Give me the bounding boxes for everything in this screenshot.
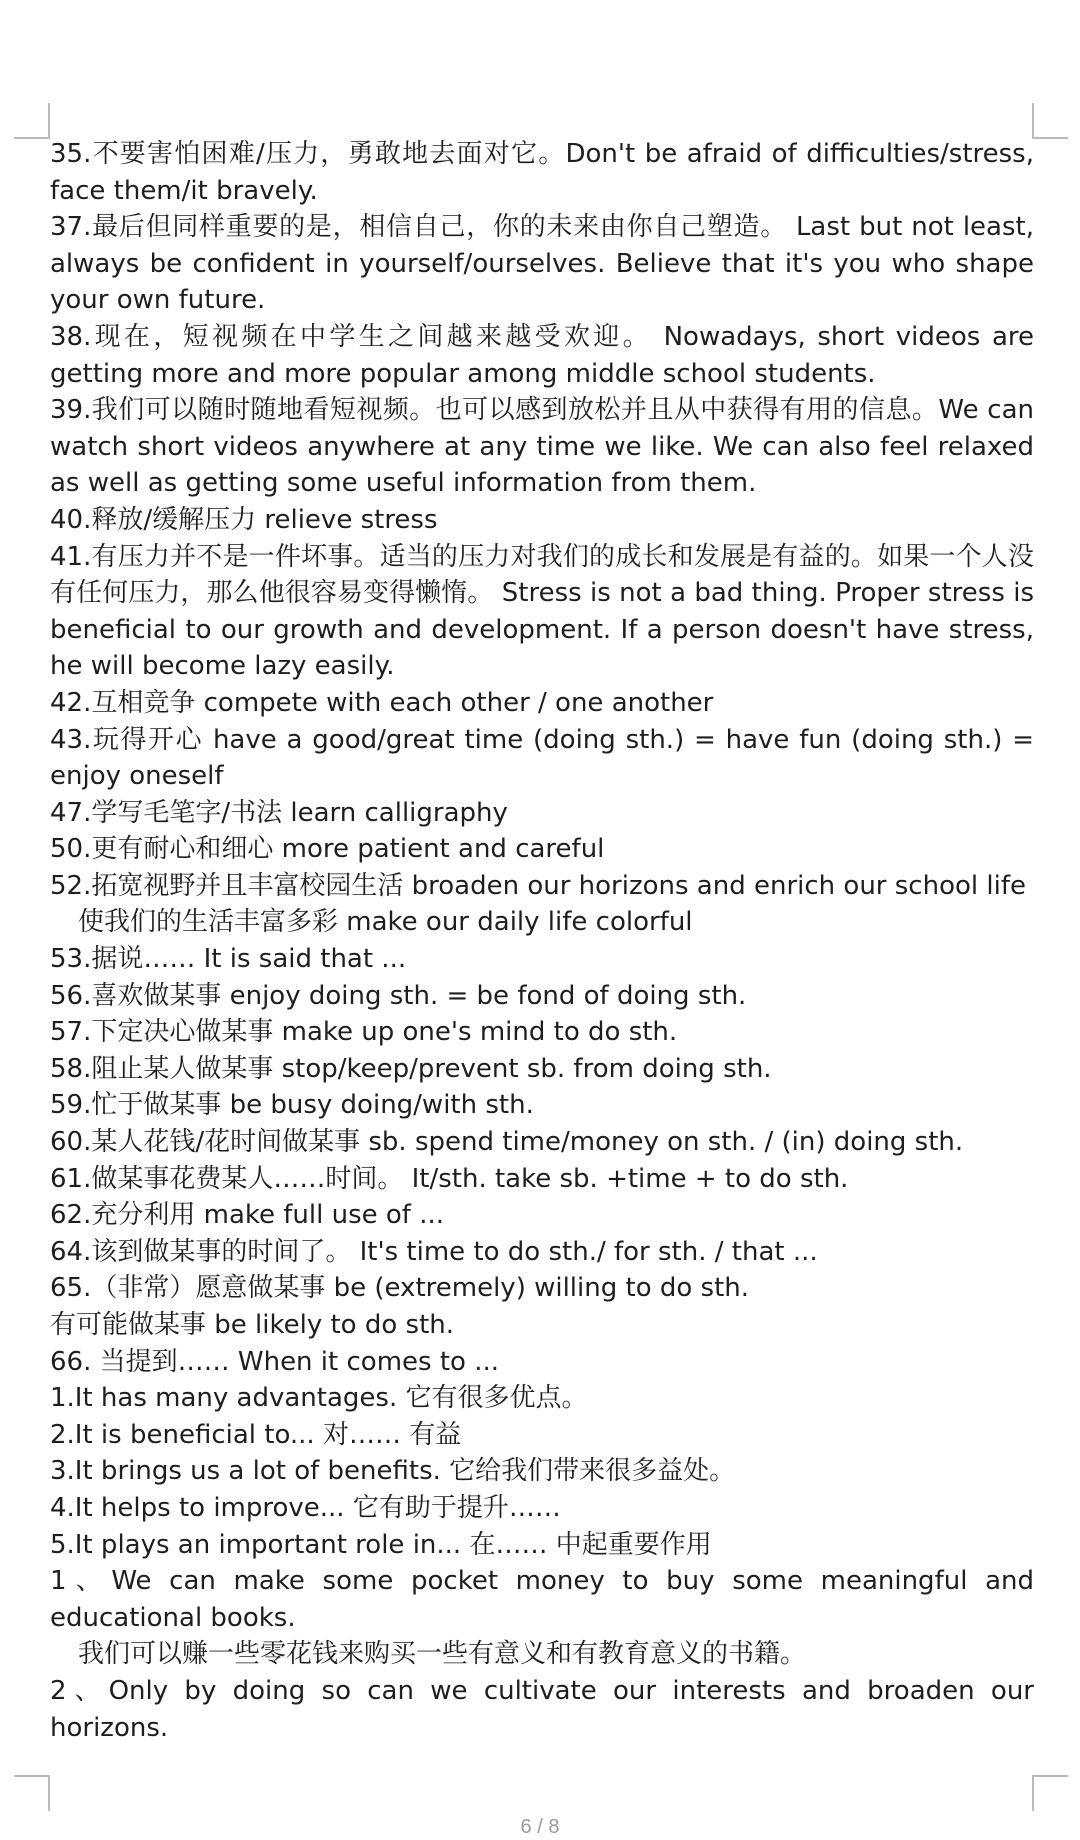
page-corner-top-right: [1032, 103, 1068, 139]
line-59: 59.忙于做某事 be busy doing/with sth.: [50, 1090, 534, 1121]
line-38: 38.现在，短视频在中学生之间越来越受欢迎。 Nowadays, short videos are getting more and more popular among middle school students.: [50, 321, 1034, 389]
phrase-2: 2.It is beneficial to... 对…… 有益: [50, 1419, 462, 1450]
line-57: 57.下定决心做某事 make up one's mind to do sth.: [50, 1017, 678, 1048]
line-37: 37.最后但同样重要的是，相信自己，你的未来由你自己塑造。 Last but not least, always be confident in yourself/ourselves. Believe that it's you who shape your own future.: [50, 212, 1034, 316]
line-50: 50.更有耐心和细心 more patient and careful: [50, 834, 605, 865]
sentence-1: 1、We can make some pocket money to buy some meaningful and educational books.: [50, 1566, 1034, 1633]
phrase-1: 1.It has many advantages. 它有很多优点。: [50, 1383, 588, 1414]
line-43: 43.玩得开心 have a good/great time (doing sth.) = have fun (doing sth.) = enjoy oneself: [50, 724, 1034, 792]
sentence-1-translation: 我们可以赚一些零花钱来购买一些有意义和有教育意义的书籍。: [78, 1639, 807, 1670]
document-body: [50, 136, 1034, 1746]
line-47: 47.学写毛笔字/书法 learn calligraphy: [50, 797, 508, 828]
line-52: 52.拓宽视野并且丰富校园生活 broaden our horizons and enrich our school life: [50, 870, 1026, 901]
line-62: 62.充分利用 make full use of ...: [50, 1200, 445, 1231]
line-53: 53.据说…… It is said that ...: [50, 944, 407, 975]
phrase-5: 5.It plays an important role in... 在…… 中起重要作用: [50, 1529, 712, 1560]
line-52-sub: 使我们的生活丰富多彩 make our daily life colorful: [78, 907, 693, 938]
line-61: 61.做某事花费某人……时间。 It/sth. take sb. +time + to do sth.: [50, 1163, 849, 1194]
line-35: 35.不要害怕困难/压力，勇敢地去面对它。Don't be afraid of difficulties/stress, face them/it bravely.: [50, 139, 1034, 206]
line-65: 65.（非常）愿意做某事 be (extremely) willing to do sth.: [50, 1273, 750, 1304]
line-58: 58.阻止某人做某事 stop/keep/prevent sb. from doing sth.: [50, 1053, 772, 1084]
line-60: 60.某人花钱/花时间做某事 sb. spend time/money on sth. / (in) doing sth.: [50, 1127, 964, 1158]
sentence-2: 2、Only by doing so can we cultivate our interests and broaden our horizons.: [50, 1675, 1034, 1743]
phrase-4: 4.It helps to improve... 它有助于提升……: [50, 1492, 561, 1523]
line-66: 66. 当提到…… When it comes to ...: [50, 1346, 499, 1377]
page-corner-top-left: [14, 103, 50, 139]
page-indicator: 6 / 8: [520, 1816, 560, 1838]
line-56: 56.喜欢做某事 enjoy doing sth. = be fond of doing sth.: [50, 980, 747, 1011]
line-39: 39.我们可以随时随地看短视频。也可以感到放松并且从中获得有用的信息。We can watch short videos anywhere at any time we like. We can also feel relaxed as well as getting some useful information from them.: [50, 395, 1034, 499]
line-42: 42.互相竞争 compete with each other / one another: [50, 687, 714, 718]
page-corner-bottom-right: [1032, 1775, 1068, 1811]
line-40: 40.释放/缓解压力 relieve stress: [50, 504, 438, 535]
line-64: 64.该到做某事的时间了。 It's time to do sth./ for sth. / that ...: [50, 1236, 818, 1267]
line-65-sub: 有可能做某事 be likely to do sth.: [50, 1310, 455, 1340]
phrase-3: 3.It brings us a lot of benefits. 它给我们带来很多益处。: [50, 1456, 736, 1487]
page-corner-bottom-left: [14, 1775, 50, 1811]
line-41: 41.有压力并不是一件坏事。适当的压力对我们的成长和发展是有益的。如果一个人没有任何压力，那么他很容易变得懒惰。 Stress is not a bad thing. Proper stress is beneficial to our growth and development. If a person doesn't have stress, he will become lazy easily.: [50, 541, 1034, 682]
